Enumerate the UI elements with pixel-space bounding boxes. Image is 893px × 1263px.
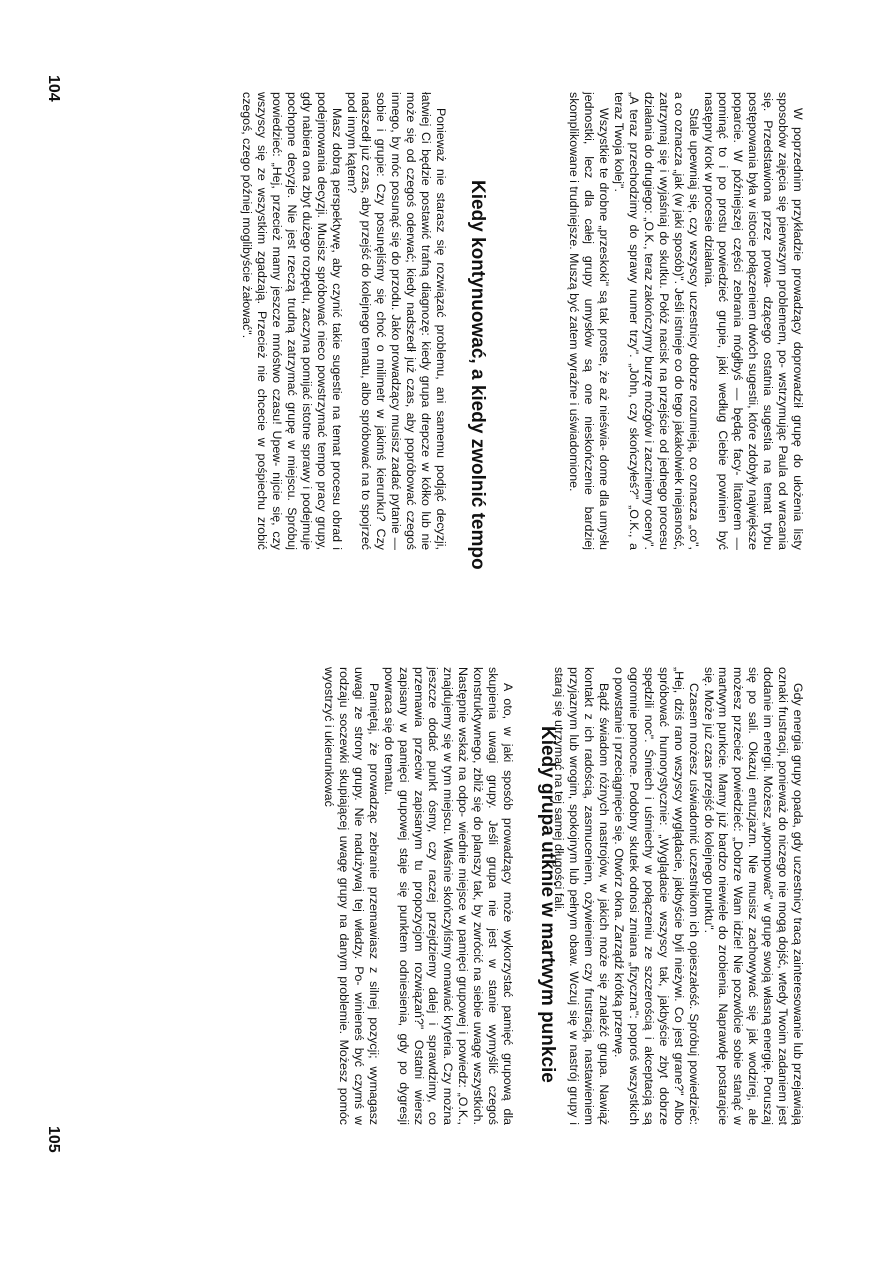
paragraph: Masz dobrą perspektywę, aby czynić takie sugestie na temat procesu obrad i podejmowania decyzji. Musisz spróbować nieco powstrzymać tempo pracy grupy, gdy nabiera ona zbyt dużego rozpędu, zaczyna pomijać istotne sprawy i podejmuje pochopne decyzje. Nie jest rzeczą trudną zatrzymać grupę w miejscu. Spróbuj powiedzieć: „Hej, przecież mamy jeszcze mnóstwo czasu! Upew- nijcie się, czy wszyscy się ze wszystkim zgadzają. Przecież nie chcecie w pośpiechu zrobić czegoś, czego później moglibyście żałować".	[240, 92, 344, 550]
paragraph: Gdy energia grupy opada, gdy uczestnicy tracą zainteresowanie lub przejawiają oznaki frustracji, ponieważ do niczego nie mogą dojść, wtedy Twoim zadaniem jest dodanie im energii. Możesz „wpompować" w grupę swoją własną energię. Poruszaj się po sali. Okazuj entuzjazm. Nie musisz zachowywać się jak wodzirej, ale możesz przecież powiedzieć: „Dobrze Wam idzie! Nie pozwólcie sobie stanąć w martwym punkcie. Mamy już bardzo niewiele do zrobienia. Naprawdę postarajcie się. Może już czas przejść do kolejnego punktu".	[701, 667, 805, 1125]
section-heading: Kiedy kontynuować, a kiedy zwolnić tempo	[467, 180, 488, 570]
right-page-text-lower	[321, 667, 515, 1125]
left-page-text-upper	[567, 92, 806, 550]
paragraph: Stale upewniaj się, czy wszyscy uczestnicy dobrze rozumieją, co oznacza „co", a co oznacza „jak (w jaki sposób)". Jeśli istnieje co do tego jakakolwiek niejasność, zatrzymaj się i wyjaśniaj do skutku. Połóż nacisk na przejście od jednego procesu działania do drugiego: „O.K., teraz zakończymy burzę mózgów i zaczniemy oceny". „A teraz przechodzimy do sprawy numer trzy". „John, czy skończyłeś?" „O.K., a teraz Twoja kolej".	[612, 92, 701, 550]
page-number: 104	[45, 75, 62, 102]
paragraph: Ponieważ nie starasz się rozwiązać problemu, ani samemu podjąć decyzji, łatwiej Ci będzie postawić trafną diagnozę: kiedy grupa drepcze w kółko lub nie może się od czegoś oderwać; kiedy nadszedł już czas, aby popróbować czegoś innego, by móc posunąć się do przodu. Jako prowadzący musisz zadać pytanie — sobie i grupie: Czy posunęliśmy się choć o milimetr w jakimś kierunku? Czy nadszedł już czas, aby przejść do kolejnego tematu, albo spróbować na to spojrzeć pod innym kątem?	[344, 92, 448, 550]
right-page-text-upper	[552, 667, 805, 1125]
paragraph: Wszystkie te drobne „przeskoki" są tak proste, że aż nieświa- dome dla umysłu jednostki, lecz dla całej grupy umysłów są one nieskończenie bardziej skomplikowane i trudniejsze. Muszą być zatem wyraźne i uświadomione.	[567, 92, 612, 550]
paragraph: W poprzednim przykładzie prowadzący doprowadził grupę do ułożenia listy sposobów zajęcia się pierwszym problemem, po- wstrzymując Paula od wracania się. Przedstawiona przez prowa- dzącego ostatnia sugestia na temat trybu postępowania była w istocie połączeniem dwóch sugestii, które zdobyły największe poparcie. W późniejszej części zebrania mógłbyś — będąc facy- litatorem — pominąć to i po prostu powiedzieć grupie, jaki według Ciebie powinien być następny krok w procesie działania.	[701, 92, 805, 550]
paragraph: Pamiętaj, że prowadząc zebranie przemawiasz z silnej pozycji; wymagasz uwagi ze strony grupy. Nie nadużywaj tej władzy. Po- winieneś być czymś w rodzaju soczewki skupiającej uwagę grupy na danym problemie. Możesz pomóc wyostrzyć i ukierunkować	[322, 667, 381, 1125]
section-heading: Kiedy grupa utknie w martwym punkcie	[537, 726, 558, 1083]
paragraph: Bądź świadom różnych nastrojów, w jakich może się znaleźć grupa. Nawiąż kontakt z ich radością, zasmuceniem, ożywieniem czy frustracją, nastawieniem przyjaznym lub wrogim, spokojnym lub pełnym obaw. Wczuj się w nastrój grupy i staraj się utrzymać na tej samej długości fali.	[552, 667, 612, 1125]
paragraph: Czasem możesz uświadomić uczestnikom ich opieszałość. Spróbuj powiedzieć: „Hej, dziś rano wszyscy wyglądacie, jakbyście byli nieżywi. Co jest grane?" Albo spróbować humorystycznie: „Wyglądacie wszyscy tak, jakbyście zbyt dobrze spędzili noc". Śmiech i uśmiechy w połączeniu ze szczerością i akceptacją są ogromnie pomocne. Podobny skutek odnosi zmiana „fizyczna": poproś wszystkich o powstanie i przeciągnięcie się. Otwórz okna. Zarządź krótką przerwę.	[612, 667, 701, 1125]
page-number: 105	[45, 1126, 62, 1153]
left-page-text-lower	[239, 92, 448, 550]
right-page	[0, 632, 893, 1263]
paragraph: A oto, w jaki sposób prowadzący może wykorzystać pamięć grupową dla skupienia uwagi grupy. Jeśli grupa nie jest w stanie wymyślić czegoś konstruktywnego, zbliż się do planszy tak, by zwrócić na siebie uwagę wszystkich. Następnie wskaż na odpo- wiednie miejsce w pamięci grupowej i powiedz: „O.K., znajdujemy się w tym miejscu. Właśnie skończyliśmy omawiać kryteria. Czy można jeszcze dodać punkt ósmy, czy raczej przejdziemy dalej i sprawdzimy, co przemawia przeciw zapisanym tu propozycjom rozwiązań?" Ostatni wiersz zapisany w pamięci grupowej staje się punktem odniesienia, gdy po dygresji powraca się do tematu.	[381, 667, 515, 1125]
